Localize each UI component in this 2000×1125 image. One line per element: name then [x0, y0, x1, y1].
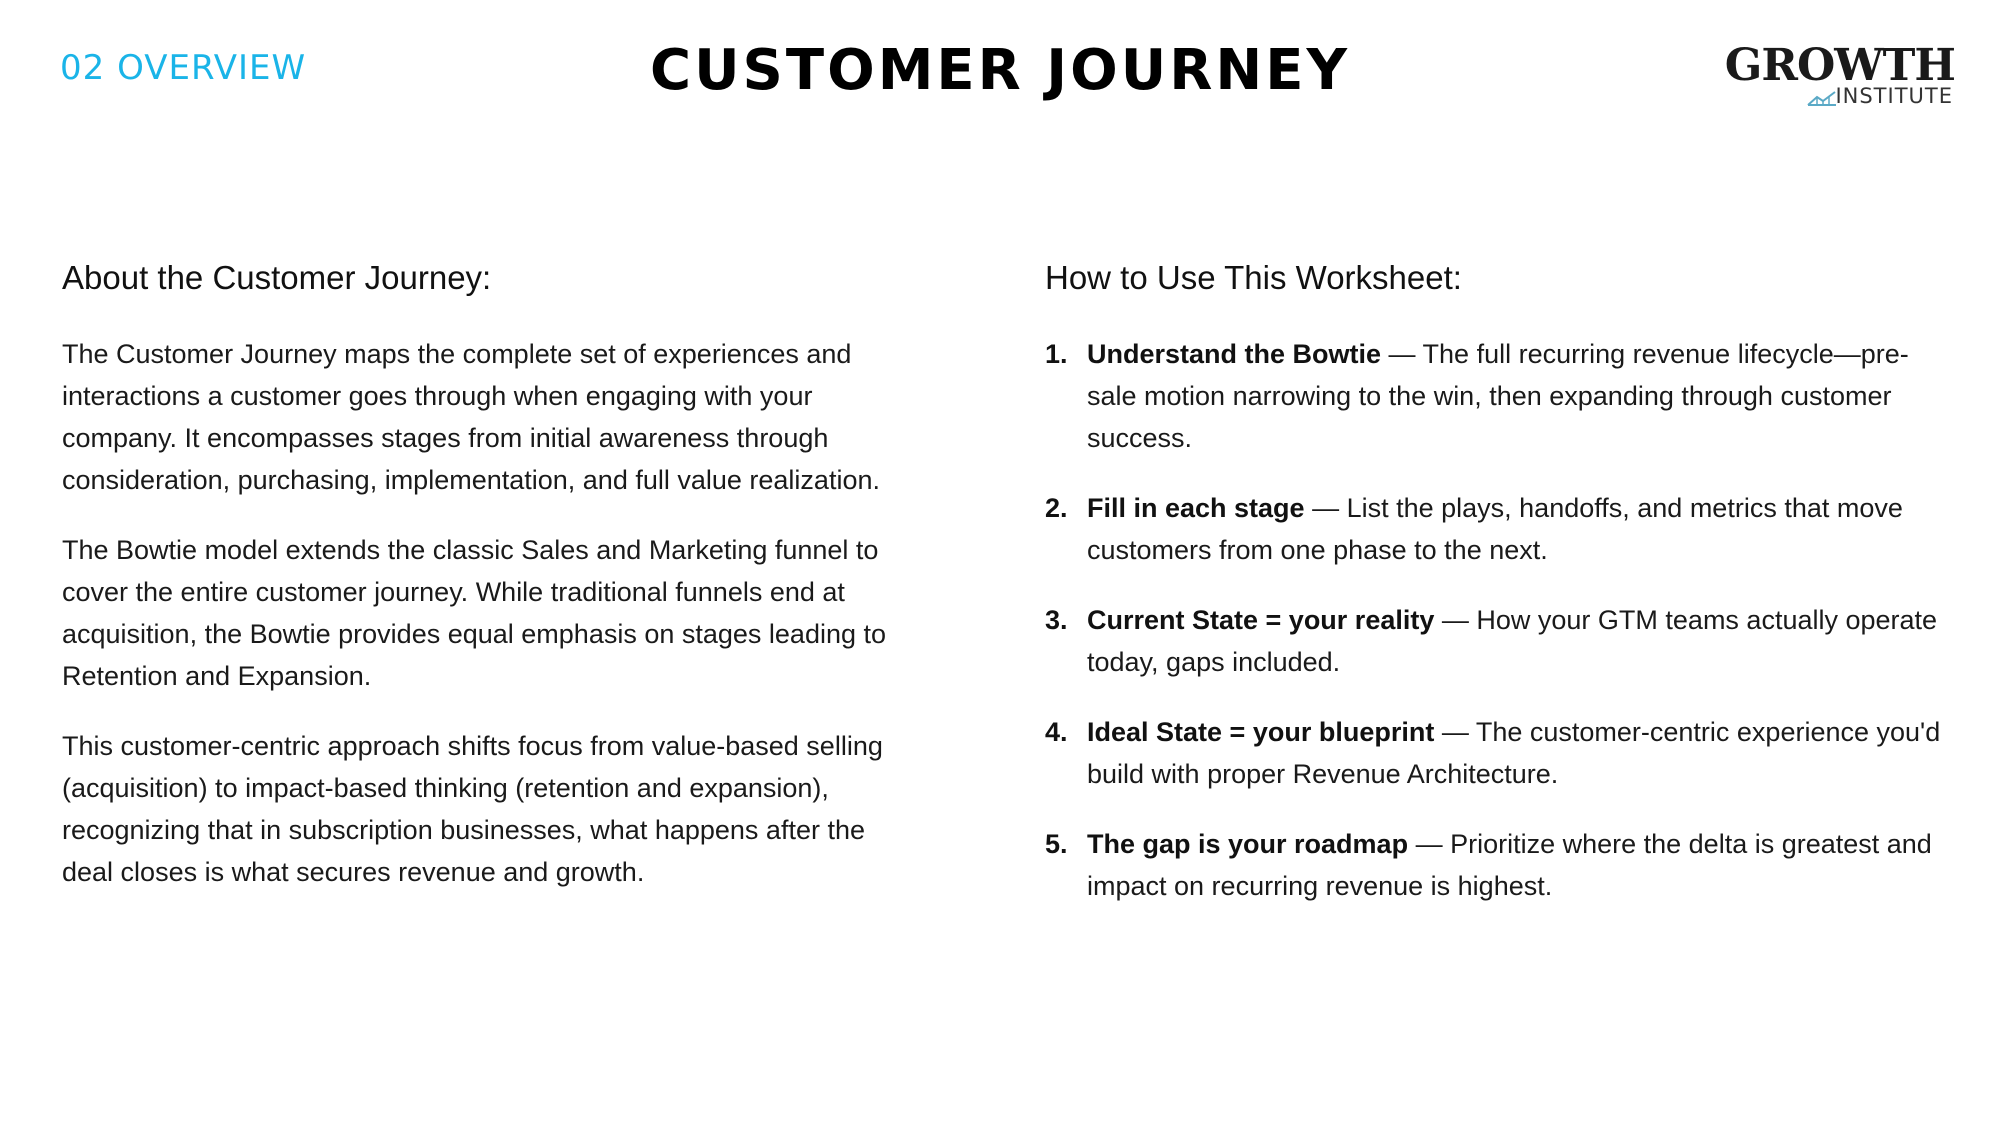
step-title: Ideal State = your blueprint	[1087, 717, 1435, 747]
about-section	[62, 255, 922, 921]
chart-mountain-icon	[1807, 90, 1837, 106]
step-title: Understand the Bowtie	[1087, 339, 1382, 369]
section-label: 02 OVERVIEW	[60, 48, 307, 88]
growth-institute-logo	[1724, 40, 1955, 110]
howto-section	[1045, 255, 1945, 935]
step-item	[1045, 487, 1945, 571]
step-text: — The full recurring revenue lifecycle—pre-sale motion narrowing to the win, then expanding through customer success.	[1087, 339, 1909, 453]
step-item	[1045, 711, 1945, 795]
step-item	[1045, 333, 1945, 459]
step-text: — The customer-centric experience you'd build with proper Revenue Architecture.	[1087, 717, 1941, 789]
logo-subtext: INSTITUTE	[1835, 84, 1953, 108]
step-number: 4.	[1045, 717, 1068, 747]
step-number: 2.	[1045, 493, 1068, 523]
step-number: 3.	[1045, 605, 1068, 635]
about-heading: About the Customer Journey:	[62, 259, 492, 296]
step-title: The gap is your roadmap	[1087, 829, 1409, 859]
howto-heading: How to Use This Worksheet:	[1045, 259, 1462, 296]
step-number: 5.	[1045, 829, 1068, 859]
step-item	[1045, 599, 1945, 683]
step-title: Current State = your reality	[1087, 605, 1435, 635]
step-text: — List the plays, handoffs, and metrics that move customers from one phase to the next.	[1087, 493, 1903, 565]
step-item	[1045, 823, 1945, 907]
about-paragraph: The Customer Journey maps the complete set of experiences and interactions a customer goes through when engaging with your company. It encompasses stages from initial awareness through consideration, purchasing, implementation, and full value realization.	[62, 339, 880, 495]
step-text: — How your GTM teams actually operate today, gaps included.	[1087, 605, 1938, 677]
step-text: — Prioritize where the delta is greatest and impact on recurring revenue is highest.	[1087, 829, 1932, 901]
page-title: CUSTOMER JOURNEY	[649, 38, 1350, 103]
steps-list	[1045, 333, 1945, 907]
step-number: 1.	[1045, 339, 1068, 369]
step-title: Fill in each stage	[1087, 493, 1305, 523]
about-paragraph: The Bowtie model extends the classic Sales and Marketing funnel to cover the entire customer journey. While traditional funnels end at acquisition, the Bowtie provides equal emphasis on stages leading to Retention and Expansion.	[62, 535, 887, 691]
logo-wordmark: GROWTH	[1724, 40, 1955, 91]
about-paragraph: This customer-centric approach shifts focus from value-based selling (acquisition) to impact-based thinking (retention and expansion), recognizing that in subscription businesses, what happens after the deal closes is what secures revenue and growth.	[62, 731, 883, 887]
